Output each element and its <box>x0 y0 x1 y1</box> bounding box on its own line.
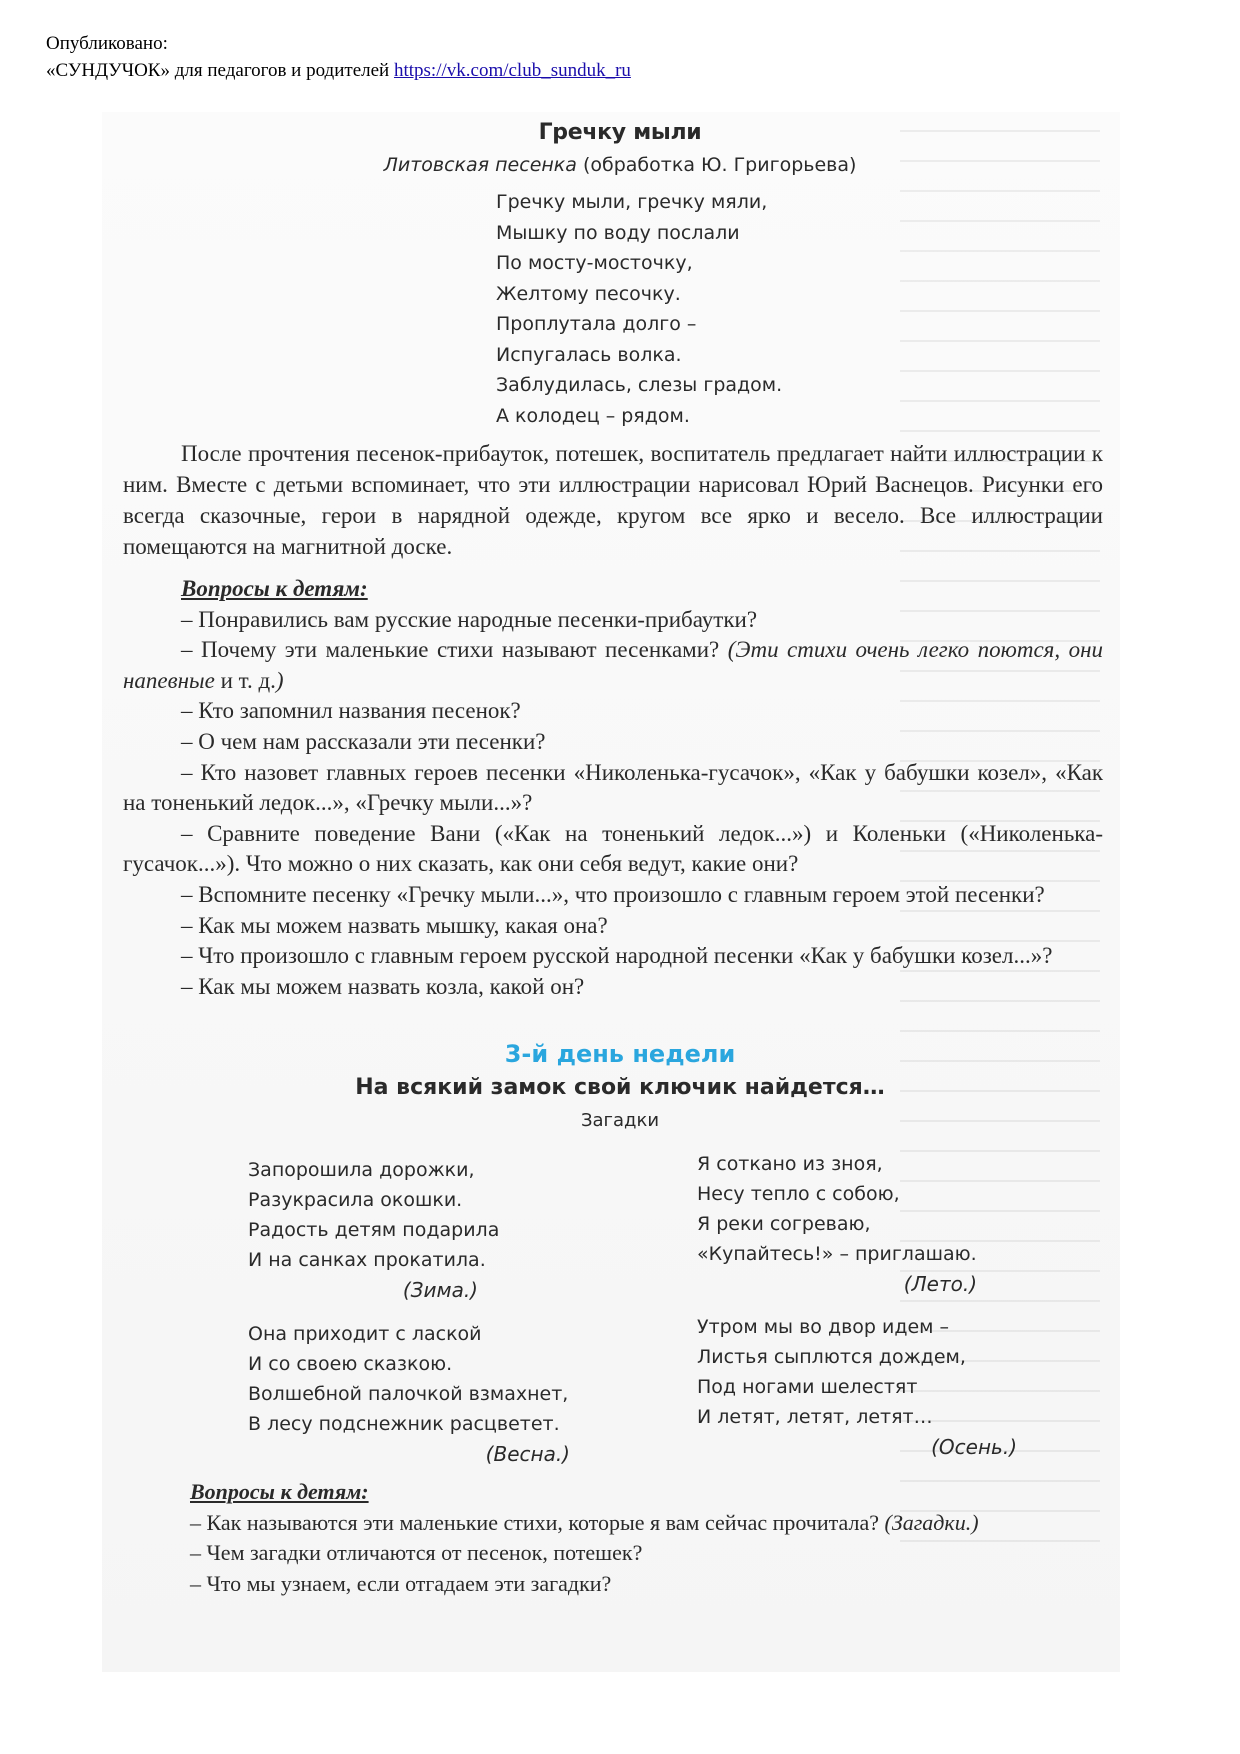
riddle-line: Под ногами шелестят <box>697 1376 918 1398</box>
question: – О чем нам рассказали эти песенки? <box>181 728 546 754</box>
section-title-2: На всякий замок свой ключик найдется… <box>355 1075 885 1100</box>
riddle-answer: (Лето.) <box>903 1272 977 1296</box>
questions-block-2 <box>190 1477 1120 1599</box>
poem-line: Гречку мыли, гречку мяли, <box>496 191 768 213</box>
publication-header <box>46 30 631 84</box>
question: – Кто назовет главных героев песенки «Николенька-гусачок», «Как у бабушки козел», «Как на тоненький ледок...», «Гречку мыли...»? <box>123 759 1103 816</box>
riddle-line: Волшебной палочкой взмахнет, <box>248 1383 569 1405</box>
riddle-line: Утром мы во двор идем – <box>697 1316 950 1338</box>
riddle-4 <box>697 1312 1017 1462</box>
questions-block <box>123 574 1103 1002</box>
questions-heading-2 <box>190 1477 1120 1508</box>
question-tail: и т. д. <box>214 667 276 693</box>
poem-line: Проплутала долго – <box>496 313 697 335</box>
riddle-line: И на санках прокатила. <box>248 1249 486 1271</box>
publisher-text: «СУНДУЧОК» для педагогов и родителей <box>46 60 394 81</box>
question: – Чем загадки отличаются от песенок, потешек? <box>190 1540 643 1566</box>
riddles-subtitle: Загадки <box>580 1110 660 1131</box>
subtitle-italic: Литовская песенка <box>383 154 577 176</box>
day-heading: 3-й день недели <box>504 1040 736 1068</box>
riddle-line: В лесу подснежник расцветет. <box>248 1413 560 1435</box>
riddle-line: «Купайтесь!» – приглашаю. <box>697 1243 977 1265</box>
section-title: Гречку мыли <box>538 120 702 145</box>
riddle-line: Листья сыплются дождем, <box>697 1346 966 1368</box>
question: – Что произошло с главным героем русской народной песенки «Как у бабушки козел...»? <box>181 943 1053 969</box>
poem <box>496 187 782 431</box>
question: – Вспомните песенку «Гречку мыли...», что произошло с главным героем этой песенки? <box>181 881 1045 907</box>
question-text: – Как называются эти маленькие стихи, которые я вам сейчас прочитала? <box>190 1509 885 1535</box>
subtitle-rest: (обработка Ю. Григорьева) <box>576 154 857 176</box>
riddle-line: Я реки согреваю, <box>697 1213 871 1235</box>
poem-line: Мышку по воду послали <box>496 221 740 244</box>
body-paragraph: После прочтения песенок-прибауток, потешек, воспитатель предлагает найти иллюстрации к ним. Вместе с детьми вспоминает, что эти иллюстрации нарисовал Юрий Васнецов. Рисунки его всегда сказочные, герои в нарядной одежде, кругом все ярко и весело. Все иллюстрации помещаются на магнитной доске. <box>123 441 1103 559</box>
question: – Как мы можем назвать козла, какой он? <box>181 973 585 999</box>
section-subtitle <box>0 154 1240 176</box>
riddle-line: Она приходит с лаской <box>248 1323 482 1345</box>
riddle-1 <box>248 1155 578 1305</box>
question <box>123 635 1103 696</box>
question: – Кто запомнил названия песенок? <box>181 698 521 724</box>
riddle-line: Запорошила дорожки, <box>248 1159 475 1181</box>
publisher-line <box>46 57 631 84</box>
question-text: – Почему эти маленькие стихи называют песенками? <box>181 637 728 663</box>
riddle-line: Я соткано из зноя, <box>697 1153 883 1175</box>
poem-line: А колодец – рядом. <box>496 404 690 427</box>
poem-line: Заблудилась, слезы градом. <box>496 374 783 396</box>
questions-heading-text: Вопросы к детям: <box>190 1479 369 1504</box>
question <box>190 1508 1120 1539</box>
question: – Как мы можем назвать мышку, какая она? <box>181 912 608 938</box>
riddle-line: И со своею сказкою. <box>248 1353 453 1375</box>
riddle-line: Несу тепло с собою, <box>697 1183 900 1205</box>
question-answer: (Загадки.) <box>884 1509 979 1535</box>
riddle-2 <box>248 1319 578 1469</box>
riddle-answer: (Зима.) <box>402 1278 478 1302</box>
question: – Понравились вам русские народные песенки-прибаутки? <box>181 606 758 632</box>
riddle-3 <box>697 1149 1017 1299</box>
riddle-line: И летят, летят, летят… <box>697 1406 933 1428</box>
questions-heading <box>123 574 1103 605</box>
question-answer: (Эти стихи очень легко поются, они напевные <box>123 637 1103 693</box>
poem-line: Испугалась волка. <box>496 343 682 366</box>
vk-link[interactable]: https://vk.com/club_sunduk_ru <box>393 60 631 81</box>
riddle-answer: (Весна.) <box>485 1442 570 1466</box>
question: – Сравните поведение Вани («Как на тоненький ледок...») и Коленьки («Николенька-гусачок...»). Что можно о них сказать, как они себя ведут, какие они? <box>123 820 1103 877</box>
poem-line: Желтому песочку. <box>496 282 681 305</box>
riddle-answer: (Осень.) <box>931 1435 1017 1459</box>
questions-heading-text: Вопросы к детям: <box>181 576 368 601</box>
riddle-line: Разукрасила окошки. <box>248 1189 463 1211</box>
question-close: ) <box>275 667 284 693</box>
riddle-line: Радость детям подарила <box>248 1219 500 1241</box>
question: – Что мы узнаем, если отгадаем эти загадки? <box>190 1570 612 1596</box>
poem-line: По мосту-мосточку, <box>496 252 693 274</box>
published-label: Опубликовано: <box>46 33 168 54</box>
